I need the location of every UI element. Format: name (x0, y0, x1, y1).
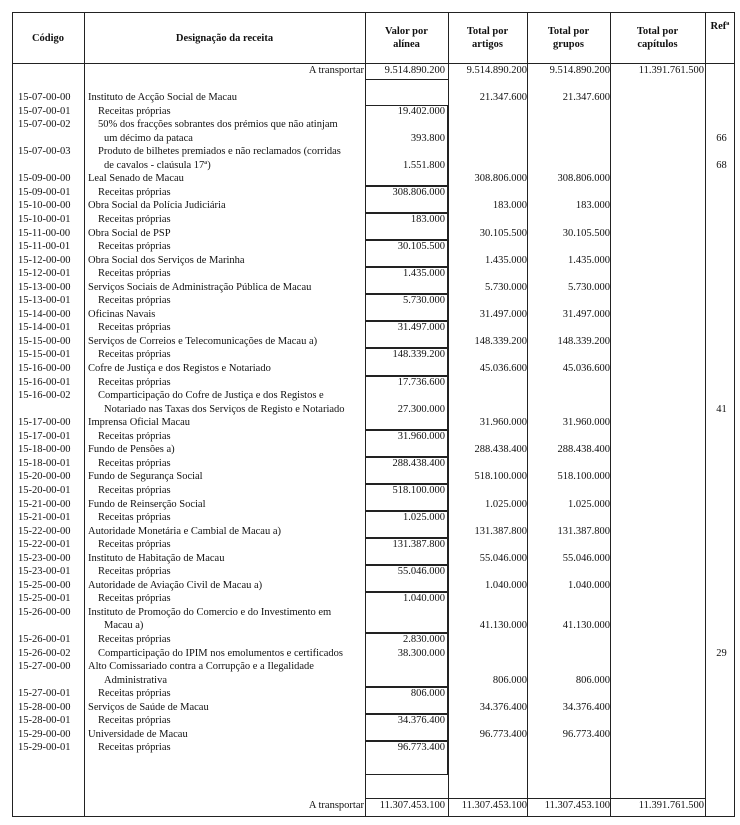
row-description: Receitas próprias (98, 593, 171, 605)
row-total-grupos: 55.046.000 (562, 552, 610, 564)
row-code: 15-18-00-01 (18, 457, 71, 469)
valor-box (365, 321, 448, 348)
row-valor-alinea: 34.376.400 (397, 715, 445, 727)
row-total-artigos: 45.036.600 (479, 363, 527, 374)
carry-in-capitulos: 11.391.761.500 (638, 65, 704, 76)
row-total-grupos: 1.025.000 (568, 498, 610, 510)
row-code: 15-26-00-00 (18, 606, 71, 618)
row-total-artigos: 1.025.000 (485, 498, 527, 510)
row-total-artigos: 30.105.500 (479, 227, 527, 239)
row-description: Alto Comissariado contra a Corrupção e a Ilegalidade (88, 661, 314, 673)
valor-box (365, 592, 448, 633)
row-total-grupos: 31.960.000 (562, 417, 610, 429)
valor-box (365, 714, 448, 741)
row-description-cont: Administrativa (104, 674, 167, 686)
valor-box (365, 633, 448, 687)
row-description: Fundo de Pensões a) (88, 444, 175, 456)
row-valor-alinea: 1.025.000 (403, 512, 445, 524)
row-code: 15-14-00-01 (18, 322, 71, 334)
row-code: 15-25-00-00 (18, 579, 71, 591)
row-description: Receitas próprias (98, 742, 171, 754)
row-valor-alinea: 55.046.000 (397, 566, 445, 578)
carry-out-row (12, 799, 735, 813)
row-valor-alinea: 27.300.000 (397, 403, 445, 415)
row-code: 15-29-00-00 (18, 728, 71, 740)
row-description: Instituto de Habitação de Macau (88, 552, 225, 564)
valor-box (365, 240, 448, 267)
row-total-grupos: 131.387.800 (557, 525, 610, 537)
row-total-artigos: 1.435.000 (485, 254, 527, 266)
row-code: 15-17-00-00 (18, 417, 71, 429)
row-code: 15-12-00-01 (18, 268, 71, 280)
row-code: 15-10-00-00 (18, 200, 71, 212)
row-code: 15-20-00-01 (18, 484, 71, 496)
carry-out-capitulos: 11.391.761.500 (638, 800, 704, 811)
row-description: Serviços Sociais de Administração Pública de Macau (88, 281, 312, 293)
row-valor-alinea: 31.960.000 (397, 430, 445, 442)
row-total-grupos: 1.435.000 (568, 254, 610, 266)
carry-in-row (12, 64, 735, 78)
row-code: 15-22-00-01 (18, 539, 71, 551)
row-total-grupos: 34.376.400 (562, 701, 610, 713)
carry-in-grupos: 9.514.890.200 (549, 65, 610, 76)
row-total-artigos: 41.130.000 (479, 620, 527, 632)
row-description: Receitas próprias (98, 376, 171, 388)
row-code: 15-12-00-00 (18, 254, 71, 266)
row-code: 15-14-00-00 (18, 308, 71, 320)
row-code: 15-17-00-01 (18, 430, 71, 442)
row-description: Autoridade Monetária e Cambial de Macau a) (88, 525, 282, 537)
row-description: Receitas próprias (98, 295, 171, 307)
row-code: 15-27-00-00 (18, 661, 71, 673)
row-total-grupos: 41.130.000 (562, 620, 610, 632)
valor-box (365, 457, 448, 484)
row-ref: 41 (716, 403, 727, 415)
row-description: Leal Senado de Macau (88, 173, 184, 185)
row-code: 15-10-00-01 (18, 213, 71, 225)
row-ref: 66 (716, 132, 727, 144)
row-valor-alinea: 1.435.000 (403, 268, 445, 280)
row-valor-alinea: 393.800 (410, 132, 445, 144)
row-total-grupos: 96.773.400 (562, 728, 610, 740)
valor-box (365, 267, 448, 294)
row-valor-alinea: 183.000 (410, 213, 445, 225)
row-code: 15-21-00-00 (18, 498, 71, 510)
row-code: 15-16-00-01 (18, 376, 71, 388)
row-code: 15-27-00-01 (18, 688, 71, 700)
row-code: 15-22-00-00 (18, 525, 71, 537)
row-total-artigos: 21.347.600 (479, 92, 527, 103)
row-description-cont: um décimo da pataca (104, 132, 193, 144)
row-total-grupos: 30.105.500 (562, 227, 610, 239)
row-valor-alinea: 1.551.800 (403, 159, 445, 171)
row-total-grupos: 183.000 (575, 200, 610, 212)
carry-in-label: A transportar (308, 65, 364, 76)
row-description: Receitas próprias (98, 213, 171, 225)
row-total-artigos: 148.339.200 (474, 335, 527, 347)
row-total-artigos: 806.000 (492, 674, 527, 686)
carry-out-grupos: 11.307.453.100 (544, 800, 610, 811)
row-code: 15-09-00-01 (18, 186, 71, 198)
row-description: Produto de bilhetes premiados e não reclamados (corridas (98, 146, 341, 158)
row-description: Comparticipação do IPIM nos emolumentos e certificados (98, 647, 343, 659)
cell-rule (365, 79, 448, 80)
row-description: Instituto de Promoção do Comercio e do Investimento em (88, 606, 332, 618)
row-valor-alinea: 5.730.000 (403, 295, 445, 307)
valor-box (365, 687, 448, 714)
header-total-artigos: Total por artigos (466, 26, 509, 50)
header-total-capitulos: Total por capítulos (636, 26, 679, 50)
row-valor-alinea: 19.402.000 (397, 105, 445, 117)
header-total-grupos: Total por grupos (547, 26, 590, 50)
header-designacao: Designação da receita (175, 32, 274, 44)
row-description: Autoridade de Aviação Civil de Macau a) (88, 579, 263, 591)
row-description: 50% dos fracções sobrantes dos prémios que não atinjam (98, 119, 338, 131)
valor-box (365, 484, 448, 511)
row-total-artigos: 34.376.400 (479, 701, 527, 713)
row-description: Universidade de Macau (88, 728, 188, 740)
row-total-grupos: 288.438.400 (557, 444, 610, 456)
valor-box (365, 511, 448, 538)
row-description-cont: de cavalos - claúsula 17ª) (104, 159, 211, 171)
carry-in-valor: 9.514.890.200 (384, 65, 445, 76)
row-code: 15-11-00-00 (18, 227, 71, 239)
row-code: 15-07-00-01 (18, 105, 71, 117)
row-valor-alinea: 96.773.400 (397, 742, 445, 754)
row-valor-alinea: 308.806.000 (392, 186, 445, 198)
row-description: Receitas próprias (98, 484, 171, 496)
row-code: 15-18-00-00 (18, 444, 71, 456)
row-total-artigos: 288.438.400 (474, 444, 527, 456)
row-code: 15-16-00-00 (18, 363, 71, 374)
valor-box (365, 213, 448, 240)
row-valor-alinea: 806.000 (410, 688, 445, 700)
row-code: 15-20-00-00 (18, 471, 71, 483)
row-code: 15-07-00-02 (18, 119, 71, 131)
row-description: Receitas próprias (98, 268, 171, 280)
row-total-grupos: 806.000 (575, 674, 610, 686)
row-total-grupos: 1.040.000 (568, 579, 610, 591)
valor-box (365, 565, 448, 592)
valor-box (365, 294, 448, 321)
row-total-artigos: 1.040.000 (485, 579, 527, 591)
row-valor-alinea: 148.339.200 (392, 349, 445, 361)
valor-box (365, 105, 448, 186)
row-description: Receitas próprias (98, 186, 171, 198)
row-total-artigos: 183.000 (492, 200, 527, 212)
row-total-artigos: 308.806.000 (474, 173, 527, 185)
row-description: Receitas próprias (98, 349, 171, 361)
row-description: Oficinas Navais (88, 308, 156, 320)
row-valor-alinea: 17.736.600 (397, 376, 445, 388)
row-code: 15-23-00-01 (18, 566, 71, 578)
row-code: 15-25-00-01 (18, 593, 71, 605)
row-ref: 68 (716, 159, 727, 171)
row-description: Cofre de Justiça e dos Registos e Notariado (88, 363, 271, 374)
row-code: 15-29-00-01 (18, 742, 71, 754)
row-code: 15-21-00-01 (18, 512, 71, 524)
valor-box (365, 348, 448, 375)
row-description: Receitas próprias (98, 457, 171, 469)
row-total-grupos: 518.100.000 (557, 471, 610, 483)
carry-out-label: A transportar (308, 800, 364, 811)
carry-in-artigos: 9.514.890.200 (466, 65, 527, 76)
row-description: Fundo de Segurança Social (88, 471, 203, 483)
row-valor-alinea: 38.300.000 (397, 647, 445, 659)
table-row-group (12, 91, 735, 105)
row-valor-alinea: 31.497.000 (397, 322, 445, 334)
row-code: 15-15-00-01 (18, 349, 71, 361)
row-description: Receitas próprias (98, 688, 171, 700)
row-code: 15-16-00-02 (18, 390, 71, 402)
valor-box (365, 538, 448, 565)
row-total-grupos: 31.497.000 (562, 308, 610, 320)
row-code: 15-23-00-00 (18, 552, 71, 564)
row-valor-alinea: 1.040.000 (403, 593, 445, 605)
row-total-grupos: 45.036.600 (562, 363, 610, 374)
row-total-artigos: 131.387.800 (474, 525, 527, 537)
row-description: Instituto de Acção Social de Macau (88, 92, 237, 103)
row-description: Serviços de Saúde de Macau (88, 701, 209, 713)
header-valor-alinea: Valor por alínea (385, 26, 428, 50)
valor-box (365, 376, 448, 430)
row-description: Receitas próprias (98, 512, 171, 524)
row-valor-alinea: 288.438.400 (392, 457, 445, 469)
row-total-artigos: 5.730.000 (485, 281, 527, 293)
row-code: 15-26-00-01 (18, 634, 71, 645)
row-description: Receitas próprias (98, 105, 171, 117)
row-description-cont: Macau a) (104, 620, 144, 632)
row-ref: 29 (716, 647, 727, 659)
row-description: Receitas próprias (98, 539, 171, 551)
row-code: 15-13-00-01 (18, 295, 71, 307)
row-total-artigos: 31.497.000 (479, 308, 527, 320)
valor-box (365, 186, 448, 213)
row-code: 15-13-00-00 (18, 281, 71, 293)
row-code: 15-07-00-00 (18, 92, 71, 103)
row-description: Receitas próprias (98, 241, 171, 253)
row-code: 15-09-00-00 (18, 173, 71, 185)
row-description: Obra Social de PSP (88, 227, 171, 239)
row-total-artigos: 31.960.000 (479, 417, 527, 429)
row-description: Imprensa Oficial Macau (88, 417, 191, 429)
row-description: Fundo de Reinserção Social (88, 498, 206, 510)
row-description: Obra Social da Polícia Judiciária (88, 200, 226, 212)
row-valor-alinea: 30.105.500 (397, 241, 445, 253)
row-description: Comparticipação do Cofre de Justiça e dos Registos e (98, 390, 324, 402)
row-code: 15-26-00-02 (18, 647, 71, 659)
row-total-grupos: 148.339.200 (557, 335, 610, 347)
valor-box (365, 430, 448, 457)
row-code: 15-11-00-01 (18, 241, 71, 253)
row-code: 15-15-00-00 (18, 335, 71, 347)
row-description: Serviços de Correios e Telecomunicações de Macau a) (88, 335, 318, 347)
header-codigo: Código (31, 32, 65, 44)
row-code: 15-28-00-00 (18, 701, 71, 713)
row-description: Receitas próprias (98, 322, 171, 334)
row-valor-alinea: 2.830.000 (403, 634, 445, 645)
row-description: Receitas próprias (98, 430, 171, 442)
carry-out-valor: 11.307.453.100 (379, 800, 445, 811)
valor-box (365, 741, 448, 775)
row-total-artigos: 96.773.400 (479, 728, 527, 740)
row-description: Obra Social dos Serviços de Marinha (88, 254, 245, 266)
row-description: Receitas próprias (98, 634, 171, 645)
row-code: 15-07-00-03 (18, 146, 71, 158)
row-total-artigos: 518.100.000 (474, 471, 527, 483)
row-total-grupos: 5.730.000 (568, 281, 610, 293)
row-code: 15-28-00-01 (18, 715, 71, 727)
row-total-artigos: 55.046.000 (479, 552, 527, 564)
row-description-cont: Notariado nas Taxas dos Serviços de Registo e Notariado (104, 403, 345, 415)
row-total-grupos: 308.806.000 (557, 173, 610, 185)
row-valor-alinea: 131.387.800 (392, 539, 445, 551)
row-description: Receitas próprias (98, 715, 171, 727)
row-description: Receitas próprias (98, 566, 171, 578)
carry-out-artigos: 11.307.453.100 (461, 800, 527, 811)
row-valor-alinea: 518.100.000 (392, 484, 445, 496)
header-ref: Refª (710, 21, 730, 32)
row-total-grupos: 21.347.600 (562, 92, 610, 103)
